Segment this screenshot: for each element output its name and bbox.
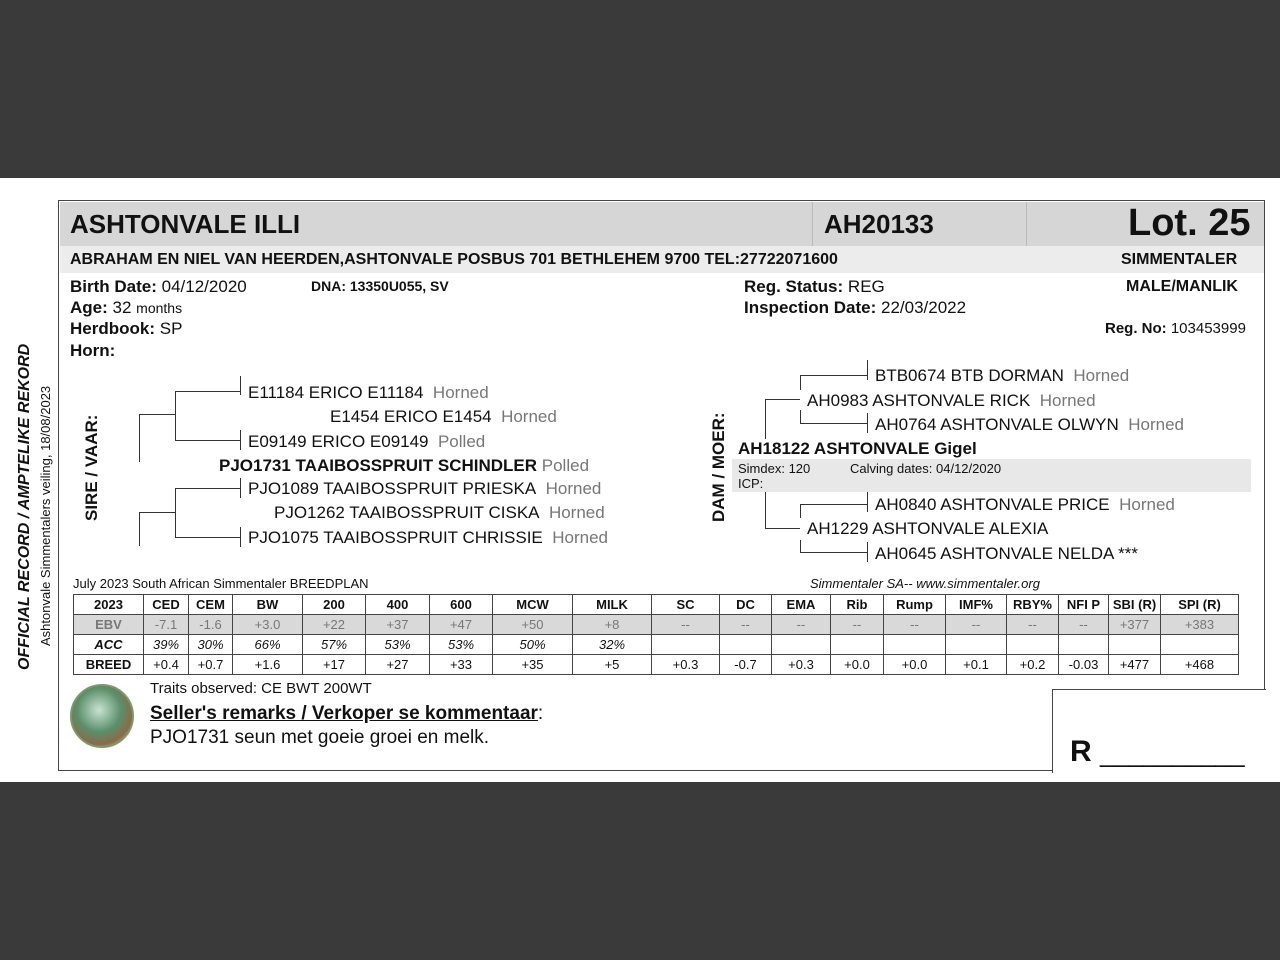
- ebv-table: [73, 594, 1239, 675]
- ebv-header-cell: CED: [144, 595, 189, 615]
- pedigree-line: [800, 375, 867, 376]
- ebv-cell: --: [884, 615, 946, 635]
- ebv-cell: --: [1007, 615, 1059, 635]
- dam-sire-dam: [875, 415, 1184, 435]
- horn-status: Horned: [1073, 366, 1130, 385]
- ebv-cell: 53%: [366, 635, 430, 655]
- ebv-cell: +0.0: [831, 655, 884, 675]
- ebv-cell: +8: [573, 615, 652, 635]
- dam-calving-dates: Calving dates: 04/12/2020: [850, 461, 1002, 476]
- ebv-cell: [720, 635, 772, 655]
- ebv-cell: +0.3: [772, 655, 831, 675]
- pedigree-line: [139, 512, 175, 513]
- sire-sire-sire: [248, 383, 489, 403]
- pedigree-name: AH1229 ASHTONVALE ALEXIA: [807, 519, 1049, 538]
- ebv-header-cell: 400: [366, 595, 430, 615]
- pedigree-line: [175, 391, 176, 440]
- ebv-header-row: [74, 595, 1239, 615]
- pedigree-name: PJO1075 TAAIBOSSPRUIT CHRISSIE: [248, 528, 543, 547]
- ebv-header-cell: NFI P: [1059, 595, 1109, 615]
- pedigree-name: AH0764 ASHTONVALE OLWYN: [875, 415, 1119, 434]
- ebv-cell: --: [720, 615, 772, 635]
- ebv-header-cell: CEM: [189, 595, 233, 615]
- ebv-cell: 39%: [144, 635, 189, 655]
- pedigree-name: AH0645 ASHTONVALE NELDA ***: [875, 544, 1139, 563]
- catalogue-sheet: [0, 178, 1280, 782]
- breed-label: SIMMENTALER: [1121, 251, 1238, 268]
- ebv-cell: +17: [303, 655, 366, 675]
- traits-observed: Traits observed: CE BWT 200WT: [150, 680, 372, 697]
- reg-status: [744, 277, 885, 297]
- pedigree-name: E09149 ERICO E09149: [248, 432, 429, 451]
- dam-dam: [807, 519, 1048, 539]
- website-caption: Simmentaler SA-- www.simmentaler.org: [810, 576, 1040, 591]
- ebv-header-cell: SPI (R): [1161, 595, 1239, 615]
- sex-label: MALE/MANLIK: [1126, 278, 1238, 295]
- ebv-header-cell: RBY%: [1007, 595, 1059, 615]
- age-label: Age:: [70, 298, 108, 317]
- remarks-colon: :: [537, 703, 544, 724]
- horn-status: Horned: [1039, 391, 1096, 410]
- pedigree-line: [765, 399, 766, 439]
- pedigree-line: [240, 430, 241, 450]
- auction-caption: Ashtonvale Simmentalers veiling, 18/08/2023: [38, 385, 53, 646]
- sire-sire-dam: [248, 432, 485, 452]
- pedigree-name: AH0840 ASHTONVALE PRICE: [875, 495, 1110, 514]
- ebv-cell: +477: [1109, 655, 1161, 675]
- society-logo: [70, 684, 134, 748]
- dam-dam-dam: [875, 544, 1138, 564]
- age-value: 32: [112, 298, 132, 317]
- ebv-cell: -0.03: [1059, 655, 1109, 675]
- pedigree-line: [867, 413, 868, 433]
- age: [70, 298, 182, 318]
- ebv-cell: 50%: [493, 635, 573, 655]
- horn-status: Horned: [552, 528, 608, 547]
- horn-status: Horned: [548, 503, 605, 522]
- horn-status: Horned: [1128, 415, 1184, 434]
- inspection-date: [744, 298, 966, 318]
- ebv-cell: +0.0: [884, 655, 946, 675]
- remarks-heading: [150, 703, 543, 725]
- ebv-cell: +33: [430, 655, 493, 675]
- breed-avg-row: [74, 655, 1239, 675]
- pedigree-line: [800, 423, 867, 424]
- ebv-cell: +468: [1161, 655, 1239, 675]
- age-unit: months: [136, 300, 183, 316]
- pedigree-name: E1454 ERICO E1454: [330, 407, 492, 426]
- dam-dam-sire: [875, 495, 1175, 515]
- ebv-cell: [831, 635, 884, 655]
- ebv-header-cell: MCW: [493, 595, 573, 615]
- ebv-cell: +5: [573, 655, 652, 675]
- ebv-cell: +22: [303, 615, 366, 635]
- pedigree-line: [240, 527, 241, 547]
- lot-number: Lot. 25: [1128, 202, 1251, 244]
- reg-status-value: REG: [847, 277, 885, 296]
- ebv-cell: --: [1059, 615, 1109, 635]
- pedigree-line: [240, 478, 241, 498]
- ebv-cell: [884, 635, 946, 655]
- pedigree-line: [175, 537, 240, 538]
- ebv-cell: [1059, 635, 1109, 655]
- pedigree-line: [765, 528, 800, 529]
- ebv-cell: +27: [366, 655, 430, 675]
- header-divider-1: [812, 202, 813, 246]
- ebv-cell: 30%: [189, 635, 233, 655]
- sire-name: PJO1731 TAAIBOSSPRUIT SCHINDLER: [219, 456, 538, 475]
- sire-sire: [330, 407, 557, 427]
- ebv-row-label: EBV: [74, 615, 144, 635]
- pedigree-line: [800, 552, 867, 553]
- birth-date-label: Birth Date:: [70, 277, 157, 296]
- horn-status: Horned: [501, 407, 557, 426]
- ebv-header-cell: 2023: [74, 595, 144, 615]
- dam-icp: ICP:: [738, 476, 764, 491]
- ebv-header-cell: SC: [652, 595, 720, 615]
- ebv-header-cell: IMF%: [946, 595, 1007, 615]
- ebv-cell: +0.7: [189, 655, 233, 675]
- dam-sire-sire: [875, 366, 1129, 386]
- official-record-label: OFFICIAL RECORD / AMPTELIKE REKORD: [16, 343, 33, 670]
- ebv-cell: --: [772, 615, 831, 635]
- pedigree-line: [175, 488, 240, 489]
- animal-name: ASHTONVALE ILLI: [70, 209, 301, 239]
- herdbook-value: SP: [159, 319, 183, 338]
- pedigree-line: [175, 488, 176, 537]
- reg-no: [1105, 320, 1246, 337]
- ebv-row: [74, 615, 1239, 635]
- pedigree-line: [175, 440, 240, 441]
- pedigree-line: [800, 504, 867, 505]
- ebv-cell: [946, 635, 1007, 655]
- remarks-text: PJO1731 seun met goeie groei en melk.: [150, 727, 490, 748]
- horn-status: Polled: [541, 456, 590, 475]
- pedigree-line: [800, 410, 801, 423]
- breedplan-caption: July 2023 South African Simmentaler BREEDPLAN: [73, 576, 369, 591]
- ebv-header-cell: Rump: [884, 595, 946, 615]
- horn-status: Polled: [437, 432, 486, 451]
- inspection-label: Inspection Date:: [744, 298, 877, 317]
- pedigree-name: AH0983 ASHTONVALE RICK: [807, 391, 1031, 410]
- pedigree-line: [867, 542, 868, 562]
- horn-status: Horned: [432, 383, 489, 402]
- ebv-cell: +1.6: [233, 655, 303, 675]
- ebv-cell: +0.3: [652, 655, 720, 675]
- ebv-cell: 53%: [430, 635, 493, 655]
- ebv-cell: +0.4: [144, 655, 189, 675]
- sire-label: SIRE / VAAR:: [82, 414, 101, 521]
- ebv-cell: +35: [493, 655, 573, 675]
- acc-row: [74, 635, 1239, 655]
- sire-dam-sire: [248, 479, 601, 499]
- dam-label: DAM / MOER:: [709, 412, 728, 522]
- pedigree-name: E11184 ERICO E11184: [248, 383, 424, 402]
- ebv-cell: [1109, 635, 1161, 655]
- sire-dam-dam: [248, 528, 608, 548]
- pedigree-line: [765, 491, 766, 528]
- ebv-cell: -7.1: [144, 615, 189, 635]
- ebv-header-cell: Rib: [831, 595, 884, 615]
- pedigree-line: [240, 376, 241, 395]
- dna-info: DNA: 13350U055, SV: [311, 278, 449, 294]
- ebv-header-cell: 200: [303, 595, 366, 615]
- pedigree-line: [139, 414, 140, 462]
- sire-dam: [274, 503, 605, 523]
- dam-simdex: Simdex: 120: [738, 461, 811, 476]
- horn-status: Horned: [545, 479, 602, 498]
- pedigree-line: [800, 375, 801, 390]
- sire-main: [219, 456, 589, 476]
- ebv-header-cell: MILK: [573, 595, 652, 615]
- ebv-cell: --: [652, 615, 720, 635]
- pedigree-line: [867, 491, 868, 512]
- ebv-cell: [1161, 635, 1239, 655]
- ebv-cell: +47: [430, 615, 493, 635]
- birth-date-value: 04/12/2020: [161, 277, 247, 296]
- horn-label: Horn:: [70, 341, 116, 360]
- ebv-header-cell: 600: [430, 595, 493, 615]
- pedigree-line: [139, 512, 140, 546]
- ebv-header-cell: EMA: [772, 595, 831, 615]
- ebv-header-cell: BW: [233, 595, 303, 615]
- ebv-cell: -1.6: [189, 615, 233, 635]
- herdbook: [70, 319, 182, 339]
- inspection-value: 22/03/2022: [880, 298, 967, 317]
- ebv-cell: 57%: [303, 635, 366, 655]
- pedigree-name: PJO1262 TAAIBOSSPRUIT CISKA: [274, 503, 540, 522]
- ebv-cell: [772, 635, 831, 655]
- pedigree-line: [800, 504, 801, 518]
- header-divider-2: [1026, 202, 1027, 246]
- ebv-cell: +0.1: [946, 655, 1007, 675]
- pedigree-line: [765, 399, 800, 400]
- price-prefix: R: [1070, 735, 1092, 768]
- price-field[interactable]: __________: [1100, 738, 1245, 768]
- ebv-row-label: ACC: [74, 635, 144, 655]
- pedigree-name: PJO1089 TAAIBOSSPRUIT PRIESKA: [248, 479, 537, 498]
- birth-date: [70, 277, 247, 297]
- ebv-cell: [652, 635, 720, 655]
- owner-address: ABRAHAM EN NIEL VAN HEERDEN,ASHTONVALE POSBUS 701 BETHLEHEM 9700 TEL:27722071600: [70, 251, 838, 268]
- ebv-cell: +50: [493, 615, 573, 635]
- pedigree-line: [139, 414, 175, 415]
- animal-id: AH20133: [824, 209, 934, 239]
- horn-status: Horned: [1119, 495, 1175, 514]
- remarks-title: Seller's remarks / Verkoper se kommentaar: [150, 703, 538, 724]
- ebv-cell: +377: [1109, 615, 1161, 635]
- ebv-cell: +37: [366, 615, 430, 635]
- ebv-cell: --: [831, 615, 884, 635]
- pedigree-line: [867, 360, 868, 380]
- ebv-cell: 66%: [233, 635, 303, 655]
- reg-no-label: Reg. No:: [1105, 320, 1167, 337]
- ebv-cell: +0.2: [1007, 655, 1059, 675]
- herdbook-label: Herdbook:: [70, 319, 155, 338]
- reg-status-label: Reg. Status:: [744, 277, 844, 296]
- reg-no-value: 103453999: [1170, 320, 1246, 337]
- dam-sire: [807, 391, 1096, 411]
- pedigree-line: [800, 540, 801, 552]
- ebv-cell: [1007, 635, 1059, 655]
- pedigree-name: BTB0674 BTB DORMAN: [875, 366, 1064, 385]
- ebv-cell: -0.7: [720, 655, 772, 675]
- ebv-row-label: BREED: [74, 655, 144, 675]
- ebv-cell: --: [946, 615, 1007, 635]
- dam-name: AH18122 ASHTONVALE Gigel: [738, 439, 977, 458]
- ebv-cell: +383: [1161, 615, 1239, 635]
- ebv-header-cell: SBI (R): [1109, 595, 1161, 615]
- ebv-header-cell: DC: [720, 595, 772, 615]
- ebv-cell: +3.0: [233, 615, 303, 635]
- ebv-cell: 32%: [573, 635, 652, 655]
- pedigree-line: [175, 391, 240, 392]
